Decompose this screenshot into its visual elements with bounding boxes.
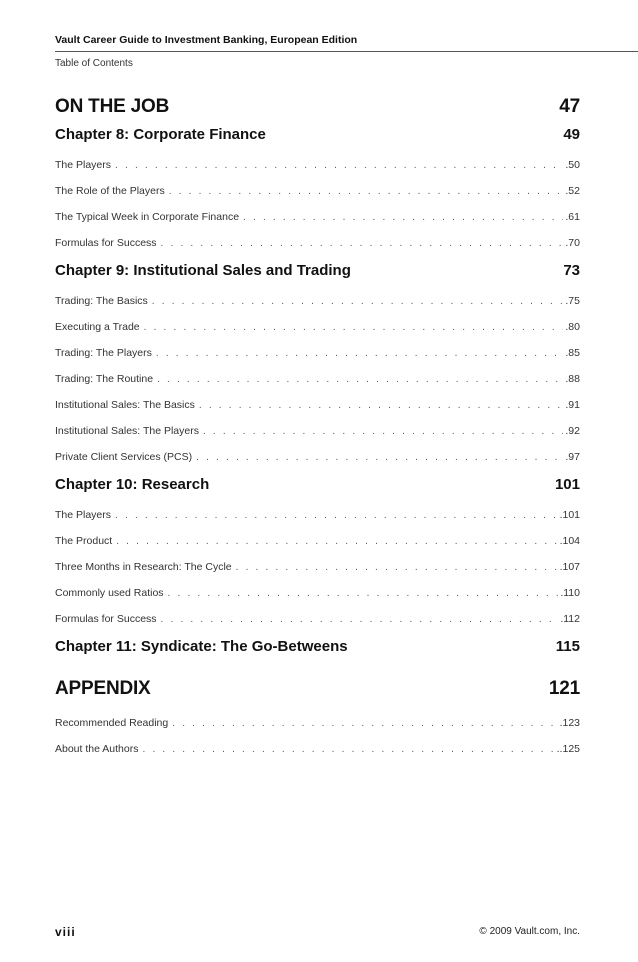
- toc-content: [55, 96, 580, 762]
- dot-leader: [168, 581, 559, 607]
- entry-title: About the Authors: [55, 743, 139, 755]
- dot-leader: [203, 419, 563, 445]
- dot-leader: [236, 555, 558, 581]
- toc-entry[interactable]: [55, 152, 580, 178]
- entry-title: Executing a Trade: [55, 321, 140, 333]
- dot-leader: [115, 503, 558, 529]
- chapter-page: 73: [563, 262, 580, 279]
- entry-title: Formulas for Success: [55, 237, 157, 249]
- entry-page: .91: [565, 399, 580, 411]
- chapter-8-heading[interactable]: [55, 126, 580, 152]
- entry-page: .92: [565, 425, 580, 437]
- toc-entry[interactable]: [55, 288, 580, 314]
- section-page: 121: [548, 678, 580, 699]
- entry-page: .101: [559, 509, 580, 521]
- entry-title: Formulas for Success: [55, 613, 157, 625]
- toc-entry[interactable]: [55, 204, 580, 230]
- chapter-10-heading[interactable]: [55, 476, 580, 502]
- section-title: ON THE JOB: [55, 96, 170, 117]
- entry-title: Trading: The Basics: [55, 295, 148, 307]
- entry-page: .104: [559, 535, 580, 547]
- toc-entry[interactable]: [55, 580, 580, 606]
- toc-entry[interactable]: [55, 554, 580, 580]
- dot-leader: [157, 367, 563, 393]
- entry-page: .80: [565, 321, 580, 333]
- chapter-title: Chapter 10: Research: [55, 476, 210, 493]
- section-on-the-job[interactable]: [55, 96, 580, 126]
- toc-entry[interactable]: [55, 528, 580, 554]
- dot-leader: [169, 179, 564, 205]
- entry-page: .110: [560, 587, 580, 599]
- entry-page: .97: [565, 451, 580, 463]
- toc-entry[interactable]: [55, 710, 580, 736]
- chapter-page: 101: [554, 476, 580, 493]
- entry-title: Three Months in Research: The Cycle: [55, 561, 232, 573]
- dot-leader: [196, 445, 563, 471]
- dot-leader: [172, 711, 557, 737]
- chapter-title: Chapter 11: Syndicate: The Go-Betweens: [55, 638, 348, 655]
- dot-leader: [116, 529, 557, 555]
- toc-entry[interactable]: [55, 736, 580, 762]
- dot-leader: [115, 153, 563, 179]
- dot-leader: [156, 341, 564, 367]
- toc-entry[interactable]: [55, 502, 580, 528]
- entry-title: Trading: The Routine: [55, 373, 154, 385]
- chapter-page: 49: [563, 126, 580, 143]
- entry-page: .70: [565, 237, 580, 249]
- entry-page: .88: [565, 373, 580, 385]
- header-divider: [55, 51, 638, 52]
- entry-title: Commonly used Ratios: [55, 587, 164, 599]
- toc-entry[interactable]: [55, 366, 580, 392]
- toc-entry[interactable]: [55, 230, 580, 256]
- chapter-page: 115: [555, 638, 580, 655]
- entry-page: .52: [565, 185, 580, 197]
- entry-title: Recommended Reading: [55, 717, 169, 729]
- entry-page: .112: [560, 613, 580, 625]
- dot-leader: [152, 289, 564, 315]
- entry-title: Trading: The Players: [55, 347, 152, 359]
- entry-page: .61: [565, 211, 580, 223]
- chapter-title: Chapter 8: Corporate Finance: [55, 126, 266, 143]
- entry-title: Private Client Services (PCS): [55, 451, 193, 463]
- entry-title: Institutional Sales: The Players: [55, 425, 199, 437]
- chapter-9-heading[interactable]: [55, 262, 580, 288]
- entry-title: Institutional Sales: The Basics: [55, 399, 195, 411]
- section-page: 47: [559, 96, 580, 117]
- entry-page: .85: [565, 347, 580, 359]
- section-title: APPENDIX: [55, 678, 151, 699]
- entry-page: ..125: [556, 743, 580, 755]
- chapter-11-heading[interactable]: [55, 638, 580, 664]
- toc-entry[interactable]: [55, 314, 580, 340]
- book-title: Vault Career Guide to Investment Banking, European Edition: [55, 34, 358, 46]
- page-number: viii: [55, 925, 76, 939]
- entry-page: .123: [559, 717, 580, 729]
- dot-leader: [161, 607, 559, 633]
- toc-entry[interactable]: [55, 340, 580, 366]
- entry-page: .75: [565, 295, 580, 307]
- entry-title: The Role of the Players: [55, 185, 165, 197]
- dot-leader: [142, 737, 554, 763]
- toc-entry[interactable]: [55, 418, 580, 444]
- toc-entry[interactable]: [55, 392, 580, 418]
- entry-title: The Typical Week in Corporate Finance: [55, 211, 240, 223]
- entry-page: .107: [559, 561, 580, 573]
- entry-title: The Players: [55, 159, 112, 171]
- copyright-notice: © 2009 Vault.com, Inc.: [479, 926, 580, 937]
- dot-leader: [199, 393, 564, 419]
- entry-title: The Players: [55, 509, 112, 521]
- dot-leader: [144, 315, 564, 341]
- dot-leader: [243, 205, 563, 231]
- chapter-title: Chapter 9: Institutional Sales and Trading: [55, 262, 351, 279]
- page-header: [55, 30, 638, 69]
- toc-entry[interactable]: [55, 444, 580, 470]
- toc-entry[interactable]: [55, 178, 580, 204]
- entry-page: .50: [565, 159, 580, 171]
- toc-entry[interactable]: [55, 606, 580, 632]
- entry-title: The Product: [55, 535, 113, 547]
- section-appendix[interactable]: [55, 678, 580, 710]
- header-subtitle: Table of Contents: [55, 58, 133, 69]
- dot-leader: [161, 231, 564, 257]
